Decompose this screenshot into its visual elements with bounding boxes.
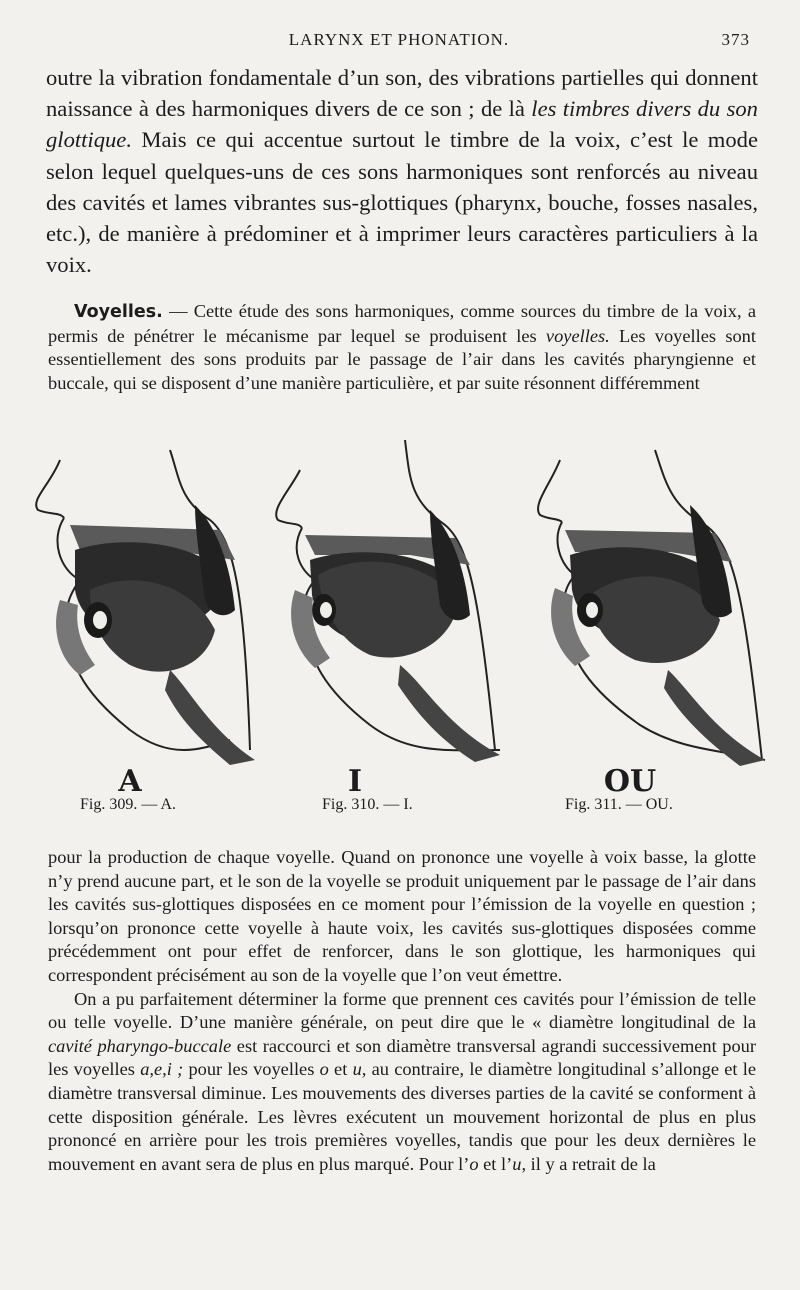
vowel-letter-i: I — [347, 764, 363, 799]
vocal-tract-ou-illustration — [520, 430, 780, 770]
running-head — [48, 30, 750, 54]
forme-text-1: On a pu parfaitement déterminer la forme que prennent ces cavités pour l’émission de telle ou telle voyelle. D’une manière générale, on peut dire que le « diamètre longitudinal de la — [48, 988, 756, 1033]
figure-311 — [520, 430, 780, 830]
forme-text-5: au contraire, le diamètre longitudinal s’allonge et le diamètre transversal diminue. Les mouvements des diverses parties de la cavité se conforment à cette disposition générale. Les lèvres exécutent un mouvement horizontal de plus en plus prononcé en arrière pour les trois premières voyelles, tandis que pour les deux dernières le mouvement en avant sera de plus en plus marqué. Pour l’ — [48, 1059, 756, 1174]
vowel-letter-a: A — [118, 764, 142, 799]
forme-italic-2: a,e,i ; — [140, 1059, 184, 1080]
vocal-tract-i-illustration — [260, 430, 520, 770]
voyelles-text-2: Les voyelles sont essentiellement des sons produits par le passage de l’air dans les cavités pharyngienne et buccale, qui se disposent d’une manière particulière, et par suite résonnent différemment — [48, 325, 756, 393]
chapter-title: LARYNX ET PHONATION. — [288, 30, 510, 49]
forme-italic-6: u, — [512, 1153, 527, 1174]
figure-311-caption: Fig. 311. — OU. — [565, 796, 673, 813]
forme-italic-1: cavité pharyngo-buccale — [48, 1035, 232, 1056]
figure-309-caption: Fig. 309. — A. — [80, 796, 177, 813]
forme-text-2: est raccourci et son diamètre transversal agrandi successivement pour les voyelles — [48, 1035, 756, 1080]
forme-paragraph — [48, 988, 756, 1177]
forme-italic-5: o — [469, 1153, 479, 1174]
figure-310-caption: Fig. 310. — I. — [322, 796, 413, 813]
forme-text-4: et — [328, 1059, 353, 1080]
voyelles-italic: voyelles. — [545, 325, 610, 346]
intro-paragraph — [46, 62, 758, 280]
figure-309 — [20, 430, 280, 830]
forme-italic-4: u, — [352, 1059, 367, 1080]
intro-text-1: outre la vibration fondamentale d’un son, des vibrations partielles qui donnent naissance à des harmoniques divers de ce son ; de là — [46, 65, 758, 122]
forme-text-7: il y a retrait de la — [526, 1153, 656, 1174]
intro-text-2: Mais ce qui accentue surtout le timbre de la voix, c’est le mode selon lequel quelques-uns de ces sons harmoniques sont renforcés au niveau des cavités et lames vibrantes sus-glottiques (pharynx, bouche, fosses nasales, etc.), de manière à prédominer et à imprimer leurs caractères particuliers à la voix. — [46, 127, 758, 278]
lower-text-block — [48, 846, 756, 1176]
continuation-paragraph: pour la production de chaque voyelle. Quand on prononce une voyelle à voix basse, la glotte n’y prend aucune part, et le son de la voyelle se produit uniquement par le passage de l’air dans les cavités sus-glottiques disposées en ce moment pour l’émission de la voyelle en question ; lorsqu’on prononce cette voyelle à haute voix, les cavités sus-glottiques disposées comme précédemment ont pour effet de renforcer, dans le son glottique, les harmoniques qui correspondent précisément au son de la voyelle que l’on veut émettre. — [48, 847, 756, 985]
voyelles-paragraph — [48, 300, 756, 395]
voyelles-text-1: — Cette étude des sons harmoniques, comme sources du timbre de la voix, a permis de pénétrer le mécanisme par lequel se produisent les — [48, 301, 756, 346]
vowel-letter-ou: OU — [603, 764, 657, 799]
figure-310 — [260, 430, 520, 830]
forme-text-3: pour les voyelles — [183, 1059, 320, 1080]
intro-italic: les timbres divers du son glottique. — [46, 96, 758, 153]
figure-row — [0, 430, 800, 830]
voyelles-heading: Voyelles. — [74, 302, 163, 322]
forme-text-6: et l’ — [478, 1153, 513, 1174]
forme-italic-3: o — [319, 1059, 329, 1080]
vocal-tract-a-illustration — [20, 430, 280, 770]
page-number: 373 — [721, 30, 750, 49]
